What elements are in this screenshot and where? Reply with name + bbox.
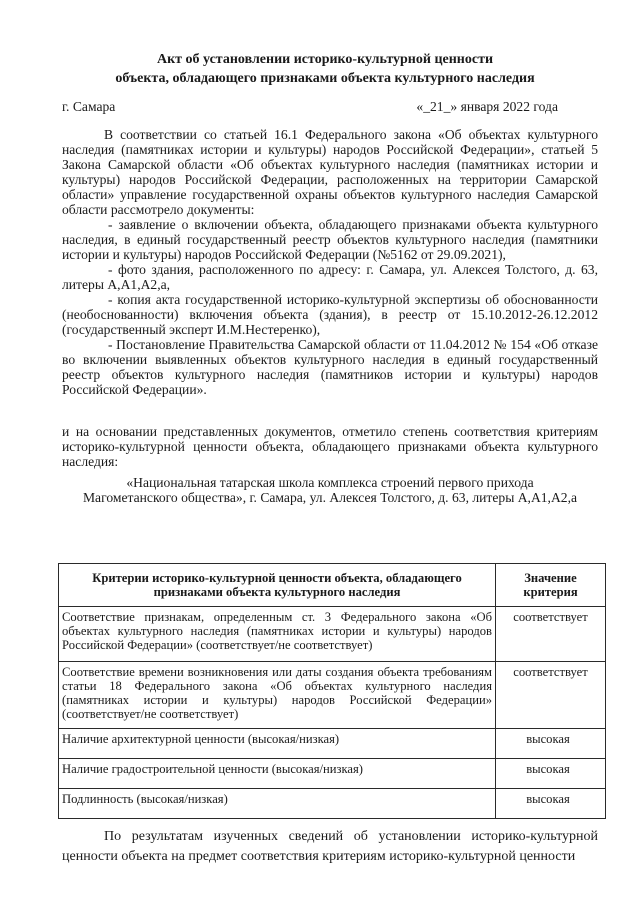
conclusion-paragraph: По результатам изученных сведений об установлении историко-культурной ценности объекта на предмет соответствия критериям историко-культурной ценности [62,829,598,864]
document-place: г. Самара [62,99,116,114]
object-name-line-2: Магометанского общества», г. Самара, ул. Алексея Толстого, д. 63, литеры А,А1,А2,а [82,490,578,505]
criterion-cell: Наличие архитектурной ценности (высокая/низкая) [59,729,496,759]
place-date-row [62,99,558,117]
value-cell: высокая [496,789,606,819]
document-list-item-1: - заявление о включении объекта, обладающего признаками объекта культурного наследия, в единый государственный реестр объектов культурного наследия (памятники истории и культуры) народов Российской Федерации (№5162 от 29.09.2021), [62,217,598,262]
criterion-cell: Соответствие времени возникновения или даты создания объекта требованиям статьи 18 Федерального закона «Об объектах культурного наследия (памятниках истории и культуры) народов Российской Федерации» (соответствует/не соответствует) [59,662,496,729]
header-value: Значение критерия [496,564,606,607]
conclusion-block [62,827,598,867]
criterion-cell: Наличие градостроительной ценности (высокая/низкая) [59,759,496,789]
document-date: «_21_» января 2022 года [416,99,558,114]
basis-paragraph: и на основании представленных документов, отметило степень соответствия критериям историко-культурной ценности объекта, обладающего признаками объекта культурного наследия: [62,424,598,469]
criterion-cell: Подлинность (высокая/низкая) [59,789,496,819]
document-list-item-4: - Постановление Правительства Самарской области от 11.04.2012 № 154 «Об отказе во включении выявленных объектов культурного наследия в единый государственный реестр объектов культурного наследия (памятников истории и культуры) народов Российской Федерации». [62,337,598,397]
value-cell: соответствует [496,607,606,662]
table-row [59,607,606,662]
criteria-table-header [59,564,606,607]
title-line-1: Акт об установлении историко-культурной ценности [156,52,494,67]
document-list-item-2: - фото здания, расположенного по адресу: г. Самара, ул. Алексея Толстого, д. 63, литеры А,А1,А2,а, [62,262,598,292]
table-row [59,729,606,759]
intro-paragraph: В соответствии со статьей 16.1 Федерального закона «Об объектах культурного наследия (памятниках истории и культуры) народов Российской Федерации», статьей 5 Закона Самарской области «Об объектах культурного наследия (памятниках истории и культуры) народов Российской Федерации, расположенных на территории Самарской области» управление государственной охраны объектов культурного наследия Самарской области рассмотрело документы: [62,127,598,217]
header-criteria: Критерии историко-культурной ценности объекта, обладающего признаками объекта культурного наследия [59,564,496,607]
table-row [59,759,606,789]
object-name-line-1: «Национальная татарская школа комплекса строений первого прихода [126,475,534,490]
criterion-cell: Соответствие признакам, определенным ст. 3 Федерального закона «Об объектах культурного наследия (памятниках истории и культуры) народов Российской Федерации» (соответствует/не соответствует) [59,607,496,662]
spacer [62,397,598,424]
value-cell: соответствует [496,662,606,729]
table-row [59,789,606,819]
document-list-item-3: - копия акта государственной историко-культурной экспертизы об обоснованности (необоснованности) включения объекта (здания), в реестр от 15.10.2012-26.12.2012 (государственный эксперт И.М.Нестеренко), [62,292,598,337]
value-cell: высокая [496,729,606,759]
value-cell: высокая [496,759,606,789]
document-title [60,50,590,88]
table-row [59,662,606,729]
document-body [62,127,598,505]
title-line-2: объекта, обладающего признаками объекта культурного наследия [115,71,535,86]
criteria-table [58,563,606,819]
